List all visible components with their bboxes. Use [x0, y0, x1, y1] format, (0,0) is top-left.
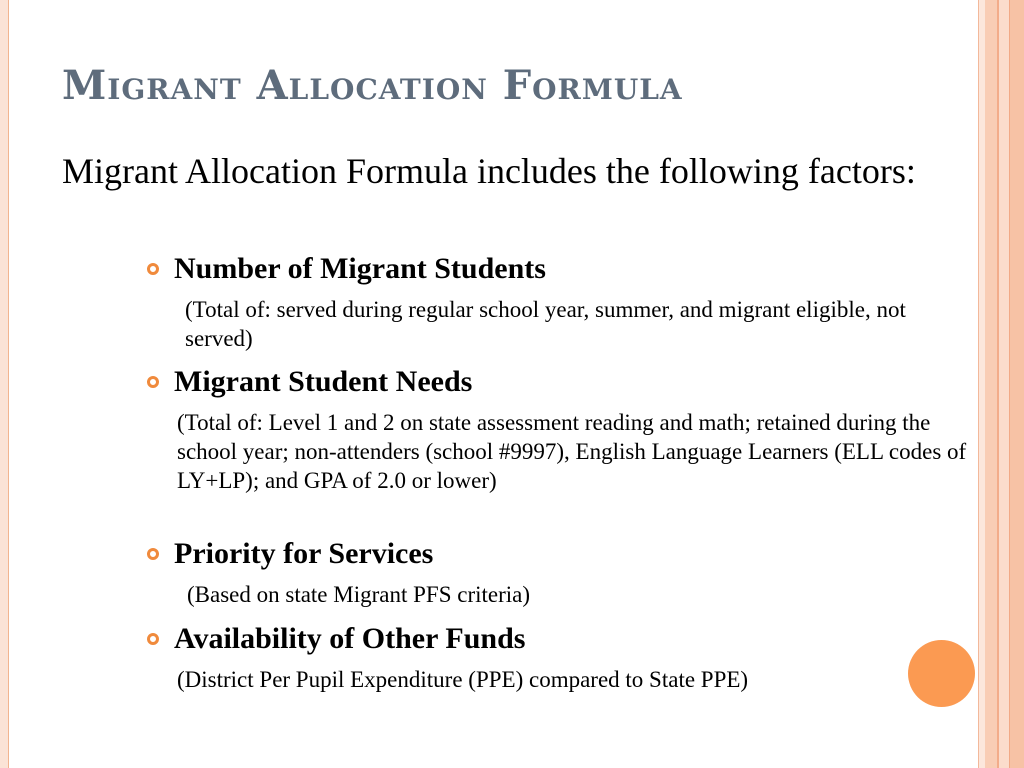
bullet-item-priority-for-services	[146, 537, 433, 571]
bullet-label: Number of Migrant Students	[174, 252, 546, 285]
hollow-circle-bullet-icon	[146, 262, 160, 276]
slide-title: Migrant Allocation Formula	[62, 62, 683, 109]
stripe	[999, 0, 1009, 768]
stripe	[978, 0, 985, 768]
hollow-circle-bullet-icon	[146, 375, 160, 389]
bullet-label: Availability of Other Funds	[174, 622, 526, 655]
stripe	[985, 0, 997, 768]
intro-text: Migrant Allocation Formula includes the following factors:	[62, 151, 916, 191]
bullet-description: (Total of: Level 1 and 2 on state assessment reading and math; retained during the school year; non-attenders (school #9997), English Language Learners (ELL codes of LY+LP); and GPA of 2.0 or lower)	[177, 410, 967, 493]
bullet-description: (Based on state Migrant PFS criteria)	[187, 582, 531, 607]
hollow-circle-bullet-icon	[146, 632, 160, 646]
bullet-item-availability-of-other-funds	[146, 622, 525, 656]
stripe	[1009, 0, 1024, 768]
bullet-item-number-of-migrant-students	[146, 252, 546, 286]
bullet-label: Migrant Student Needs	[174, 365, 473, 398]
left-border-line	[0, 0, 9, 768]
right-decorative-stripes	[978, 0, 1024, 768]
bullet-item-migrant-student-needs	[146, 365, 472, 399]
bullet-description: (Total of: served during regular school year, summer, and migrant eligible, not served)	[185, 297, 906, 351]
hollow-circle-bullet-icon	[146, 547, 160, 561]
bullet-label: Priority for Services	[174, 537, 434, 570]
bullet-description: (District Per Pupil Expenditure (PPE) compared to State PPE)	[177, 667, 749, 692]
